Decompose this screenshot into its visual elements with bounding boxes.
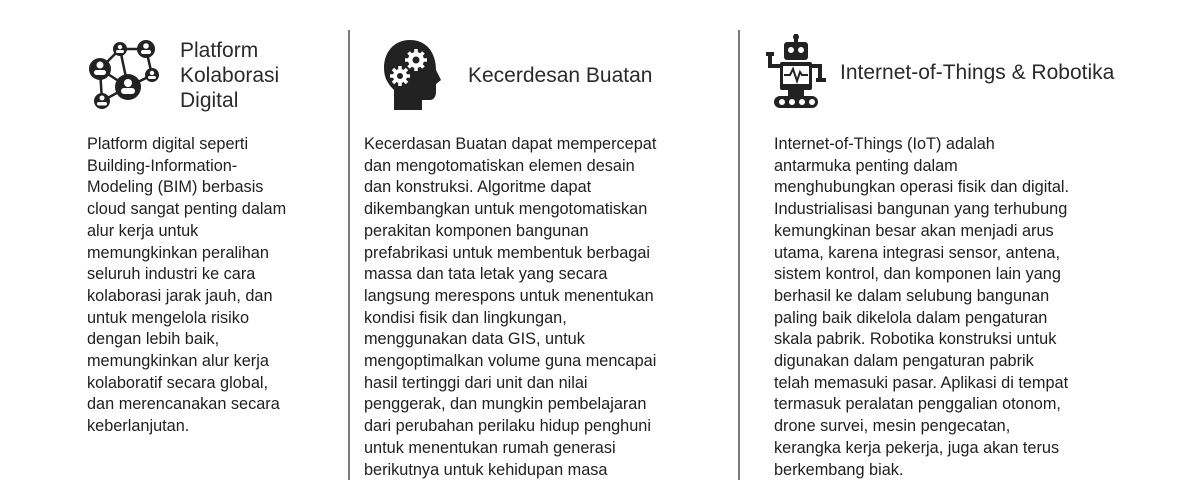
column-body: Platform digital seperti Building-Information- Modeling (BIM) berbasis cloud sangat penting dalam alur kerja untuk memungkinkan peralihan seluruh industri ke cara kolaborasi jarak jauh, dan untuk mengelola risiko dengan lebih baik, memungkinkan alur kerja kolaboratif secara global, dan merencanakan secara keberlanjutan. (87, 135, 287, 436)
column-title: Internet-of-Things & Robotika (840, 60, 1115, 84)
collaboration-network-icon (80, 39, 164, 113)
column-header (382, 38, 652, 112)
ai-head-gears-icon (382, 38, 442, 112)
column-title: Kecerdesan Buatan (468, 63, 653, 87)
column-title: Platform Kolaborasi Digital (180, 39, 280, 112)
column-header (766, 34, 1114, 110)
column-iot-robotics (740, 0, 1200, 480)
column-collaboration (0, 0, 345, 480)
robot-icon (766, 34, 828, 110)
column-body: Internet-of-Things (IoT) adalah antarmuka penting dalam menghubungkan operasi fisik dan digital. Industrialisasi bangunan yang terhubung kemungkinan besar akan menjadi arus utama, karena integrasi sensor, antena, sistem kontrol, dan komponen lain yang berhasil ke dalam selubung bangunan paling baik dikelola dalam pengaturan skala pabrik. Robotika konstruksi untuk digunakan dalam pengaturan pabrik telah memasuki pasar. Aplikasi di tempat termasuk peralatan penggalian otonom, drone survei, mesin pengecatan, kerangka kerja pekerja, juga akan terus berkembang biak. (774, 135, 1070, 479)
column-ai (350, 0, 740, 480)
column-body: Kecerdasan Buatan dapat mempercepat dan mengotomatiskan elemen desain dan konstruksi. Algoritme dapat dikembangkan untuk mengotomatiskan perakitan komponen bangunan prefabrikasi untuk membentuk berbagai massa dan tata letak yang secara langsung merespons untuk menentukan kondisi fisik dan lingkungan, menggunakan data GIS, untuk mengoptimalkan volume guna mencapai hasil tertinggi dari unit dan nilai penggerak, dan mungkin pembelajaran dari perubahan perilaku hidup penghuni untuk menentukan rumah generasi berikutnya untuk kehidupan masa (364, 135, 657, 479)
column-header (80, 38, 279, 113)
